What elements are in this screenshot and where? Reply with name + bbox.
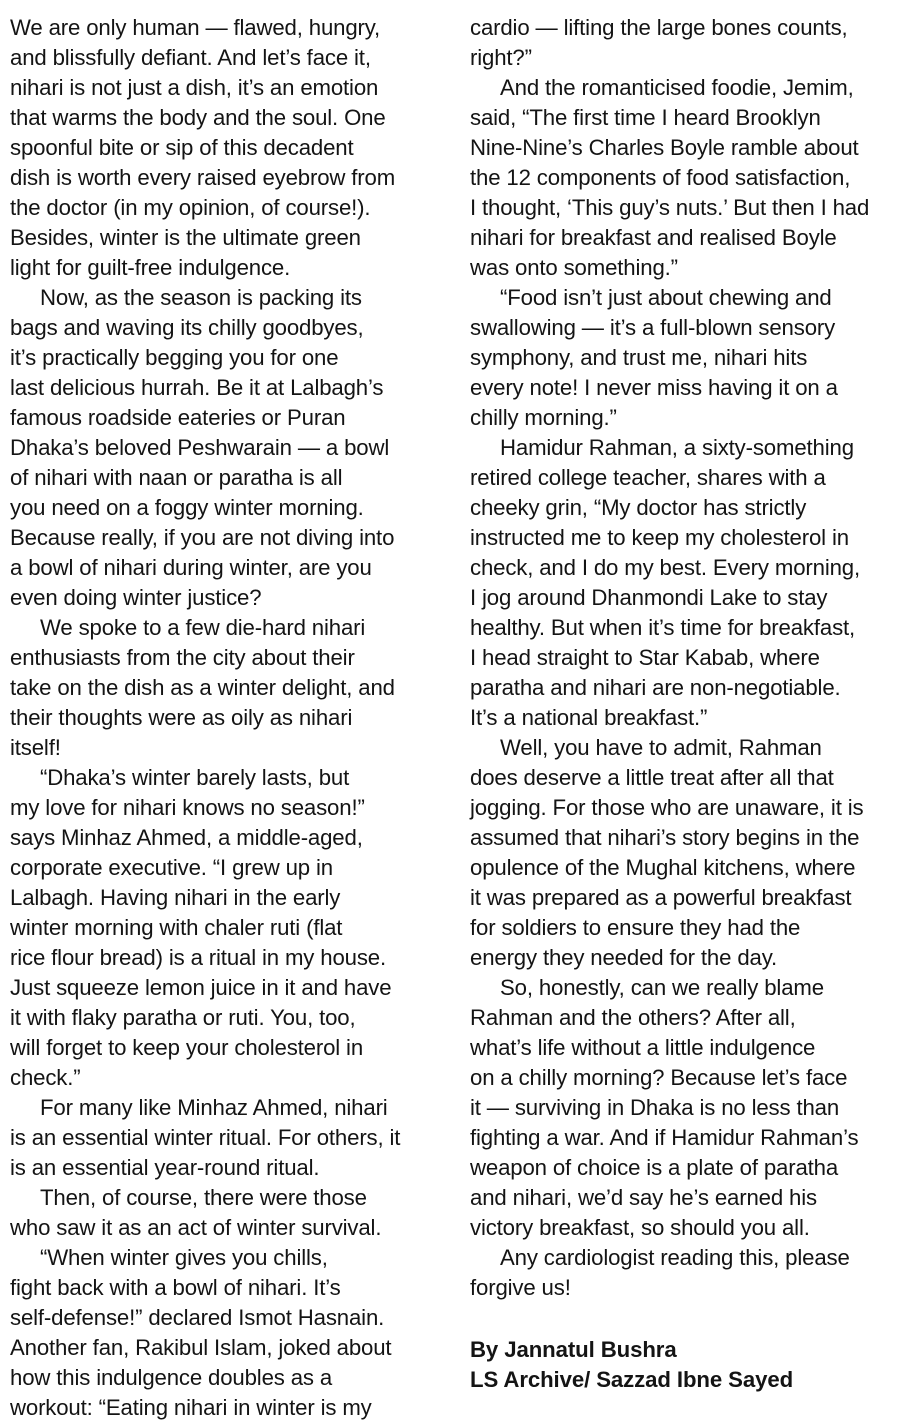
- text-line: Dhaka’s beloved Peshwarain — a bowl: [10, 435, 390, 460]
- text-line: Any cardiologist reading this, please: [500, 1245, 850, 1270]
- text-line: jogging. For those who are unaware, it is: [470, 795, 864, 820]
- text-line: So, honestly, can we really blame: [500, 975, 824, 1000]
- text-line: will forget to keep your cholesterol in: [10, 1035, 364, 1060]
- text-line: on a chilly morning? Because let’s face: [470, 1065, 848, 1090]
- text-line: fight back with a bowl of nihari. It’s: [10, 1275, 341, 1300]
- text-line: said, “The first time I heard Brooklyn: [470, 105, 821, 130]
- text-line: every note! I never miss having it on a: [470, 375, 838, 400]
- text-line: last delicious hurrah. Be it at Lalbagh’s: [10, 375, 384, 400]
- text-line: forgive us!: [470, 1275, 571, 1300]
- text-line: does deserve a little treat after all that: [470, 765, 834, 790]
- text-line: I jog around Dhanmondi Lake to stay: [470, 585, 828, 610]
- text-line: retired college teacher, shares with a: [470, 465, 826, 490]
- text-line: who saw it as an act of winter survival.: [10, 1215, 382, 1240]
- text-line: Because really, if you are not diving into: [10, 525, 395, 550]
- text-line: for soldiers to ensure they had the: [470, 915, 801, 940]
- text-line: my love for nihari knows no season!”: [10, 795, 365, 820]
- author-credit: By Jannatul Bushra: [470, 1337, 677, 1362]
- text-line: paratha and nihari are non-negotiable.: [470, 675, 841, 700]
- text-line: take on the dish as a winter delight, and: [10, 675, 395, 700]
- text-line: And the romanticised foodie, Jemim,: [500, 75, 854, 100]
- text-line: it’s practically begging you for one: [10, 345, 339, 370]
- text-line: chilly morning.”: [470, 405, 617, 430]
- text-line: I head straight to Star Kabab, where: [470, 645, 820, 670]
- text-line: check, and I do my best. Every morning,: [470, 555, 861, 580]
- text-line: the doctor (in my opinion, of course!).: [10, 195, 371, 220]
- text-line: Now, as the season is packing its: [40, 285, 362, 310]
- text-line: it was prepared as a powerful breakfast: [470, 885, 852, 910]
- text-line: We are only human — flawed, hungry,: [10, 15, 381, 40]
- text-line: workout: “Eating nihari in winter is my: [10, 1395, 372, 1420]
- text-line: right?”: [470, 45, 532, 70]
- text-line: corporate executive. “I grew up in: [10, 855, 333, 880]
- text-line: spoonful bite or sip of this decadent: [10, 135, 354, 160]
- text-line: check.”: [10, 1065, 81, 1090]
- photo-credit: LS Archive/ Sazzad Ibne Sayed: [470, 1367, 794, 1392]
- text-line: self-defense!” declared Ismot Hasnain.: [10, 1305, 385, 1330]
- text-line: opulence of the Mughal kitchens, where: [470, 855, 856, 880]
- article-column-right: [470, 13, 888, 1303]
- text-line: Rahman and the others? After all,: [470, 1005, 796, 1030]
- text-line: light for guilt-free indulgence.: [10, 255, 291, 280]
- text-line: nihari is not just a dish, it’s an emotion: [10, 75, 379, 100]
- text-line: that warms the body and the soul. One: [10, 105, 386, 130]
- text-line: how this indulgence doubles as a: [10, 1365, 333, 1390]
- text-line: cardio — lifting the large bones counts,: [470, 15, 848, 40]
- text-line: says Minhaz Ahmed, a middle-aged,: [10, 825, 363, 850]
- text-line: Well, you have to admit, Rahman: [500, 735, 822, 760]
- text-line: Hamidur Rahman, a sixty-something: [500, 435, 854, 460]
- text-line: Lalbagh. Having nihari in the early: [10, 885, 341, 910]
- text-line: it with flaky paratha or ruti. You, too,: [10, 1005, 356, 1030]
- article-column-left: [10, 13, 428, 1423]
- text-line: winter morning with chaler ruti (flat: [10, 915, 343, 940]
- text-line: For many like Minhaz Ahmed, nihari: [40, 1095, 388, 1120]
- text-line: Just squeeze lemon juice in it and have: [10, 975, 392, 1000]
- text-line: Another fan, Rakibul Islam, joked about: [10, 1335, 392, 1360]
- text-line: “When winter gives you chills,: [40, 1245, 328, 1270]
- text-line: assumed that nihari’s story begins in the: [470, 825, 860, 850]
- text-line: cheeky grin, “My doctor has strictly: [470, 495, 807, 520]
- text-line: it — surviving in Dhaka is no less than: [470, 1095, 840, 1120]
- text-line: We spoke to a few die-hard nihari: [40, 615, 366, 640]
- text-line: their thoughts were as oily as nihari: [10, 705, 353, 730]
- text-line: I thought, ‘This guy’s nuts.’ But then I had: [470, 195, 870, 220]
- text-line: bags and waving its chilly goodbyes,: [10, 315, 364, 340]
- byline: [470, 1335, 890, 1395]
- text-line: Nine-Nine’s Charles Boyle ramble about: [470, 135, 859, 160]
- text-line: Besides, winter is the ultimate green: [10, 225, 361, 250]
- text-line: nihari for breakfast and realised Boyle: [470, 225, 837, 250]
- text-line: is an essential year-round ritual.: [10, 1155, 320, 1180]
- text-line: and blissfully defiant. And let’s face it,: [10, 45, 371, 70]
- text-line: “Food isn’t just about chewing and: [500, 285, 832, 310]
- text-line: fighting a war. And if Hamidur Rahman’s: [470, 1125, 859, 1150]
- text-line: rice flour bread) is a ritual in my house.: [10, 945, 386, 970]
- text-line: symphony, and trust me, nihari hits: [470, 345, 808, 370]
- text-line: weapon of choice is a plate of paratha: [470, 1155, 839, 1180]
- text-line: what’s life without a little indulgence: [470, 1035, 816, 1060]
- text-line: even doing winter justice?: [10, 585, 262, 610]
- text-line: “Dhaka’s winter barely lasts, but: [40, 765, 350, 790]
- text-line: It’s a national breakfast.”: [470, 705, 708, 730]
- text-line: energy they needed for the day.: [470, 945, 778, 970]
- text-line: itself!: [10, 735, 61, 760]
- text-line: swallowing — it’s a full-blown sensory: [470, 315, 836, 340]
- text-line: enthusiasts from the city about their: [10, 645, 355, 670]
- text-line: victory breakfast, so should you all.: [470, 1215, 810, 1240]
- text-line: the 12 components of food satisfaction,: [470, 165, 851, 190]
- text-line: Then, of course, there were those: [40, 1185, 367, 1210]
- text-line: was onto something.”: [470, 255, 678, 280]
- text-line: dish is worth every raised eyebrow from: [10, 165, 396, 190]
- text-line: and nihari, we’d say he’s earned his: [470, 1185, 817, 1210]
- text-line: famous roadside eateries or Puran: [10, 405, 346, 430]
- text-line: you need on a foggy winter morning.: [10, 495, 364, 520]
- text-line: of nihari with naan or paratha is all: [10, 465, 343, 490]
- text-line: is an essential winter ritual. For others, it: [10, 1125, 401, 1150]
- text-line: instructed me to keep my cholesterol in: [470, 525, 849, 550]
- text-line: healthy. But when it’s time for breakfast,: [470, 615, 856, 640]
- text-line: a bowl of nihari during winter, are you: [10, 555, 372, 580]
